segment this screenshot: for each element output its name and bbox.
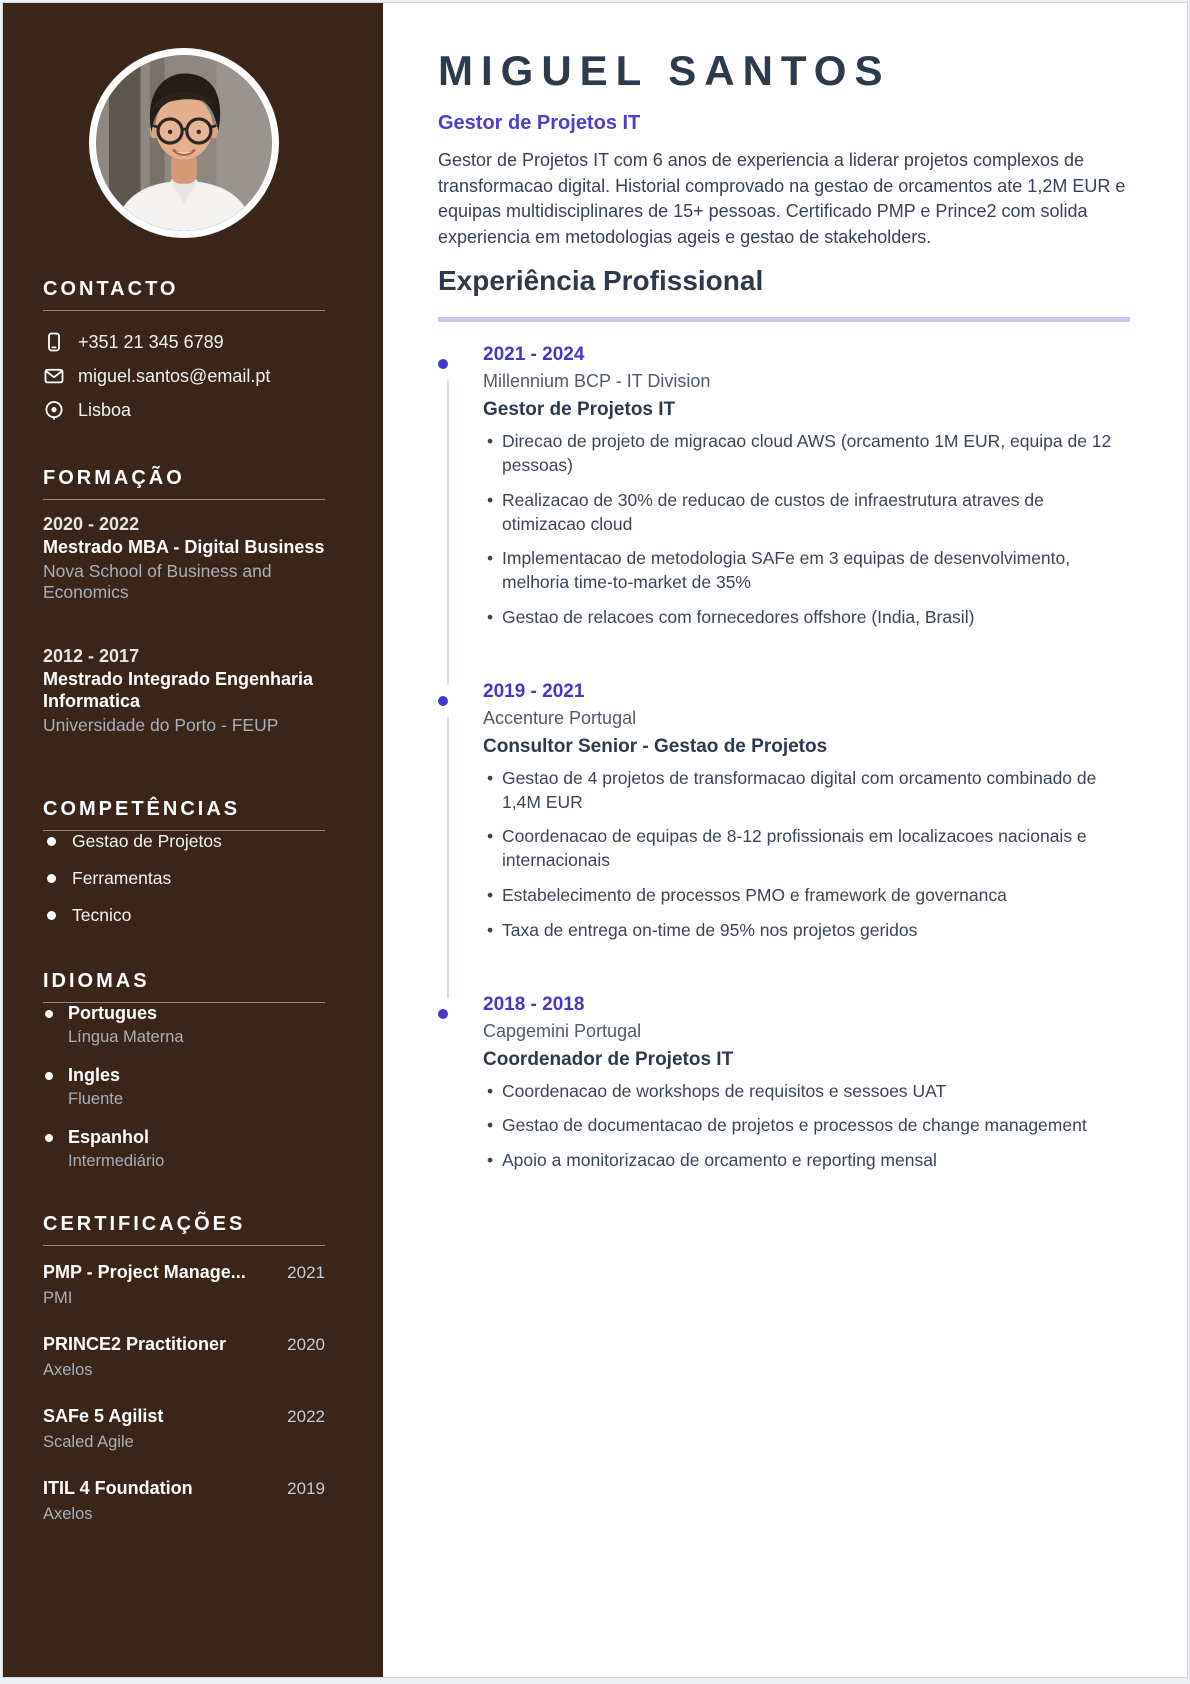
main-content <box>383 3 1187 1677</box>
section-divider <box>43 1245 325 1246</box>
avatar-illustration <box>96 55 272 231</box>
experience-entry <box>438 994 1130 1224</box>
certifications-heading: CERTIFICAÇÕES <box>43 1213 246 1236</box>
certification-item <box>43 1334 325 1380</box>
experience-timeline <box>438 344 1130 1224</box>
language-item <box>43 1127 325 1171</box>
mail-icon <box>43 365 65 387</box>
education-item <box>43 646 325 736</box>
job-bullet: • Coordenacao de equipas de 8-12 profissionais em localizacoes nacionais e internacionais <box>483 825 1130 873</box>
section-divider <box>43 499 325 500</box>
experience-entry <box>438 344 1130 681</box>
job-bullet: • Coordenacao de workshops de requisitos e sessoes UAT <box>483 1080 1130 1104</box>
education-dates: 2012 - 2017 <box>43 646 140 667</box>
certifications-section <box>43 1213 325 1524</box>
language-name: Espanhol <box>68 1127 150 1148</box>
job-role: Gestor de Projetos IT <box>483 399 676 421</box>
skill-item: Tecnico <box>43 905 325 926</box>
timeline-marker-icon <box>438 696 448 706</box>
job-bullet: • Gestao de 4 projetos de transformacao digital com orcamento combinado de 1,4M EUR <box>483 767 1130 815</box>
job-bullet: • Gestao de relacoes com fornecedores offshore (India, Brasil) <box>483 606 1130 630</box>
profile-photo <box>89 48 279 238</box>
certification-name: PRINCE2 Practitioner <box>43 1334 227 1355</box>
job-dates: 2019 - 2021 <box>483 680 585 702</box>
job-company: Millennium BCP - IT Division <box>483 371 711 392</box>
language-level: Fluente <box>68 1090 124 1109</box>
language-level: Intermediário <box>68 1152 165 1171</box>
language-item <box>43 1065 325 1109</box>
job-dates: 2021 - 2024 <box>483 344 585 366</box>
contact-phone-row <box>43 331 325 353</box>
experience-heading: Experiência Profissional <box>438 265 764 297</box>
certification-year: 2022 <box>287 1407 325 1427</box>
job-bullets <box>483 430 1130 630</box>
sidebar <box>3 3 383 1677</box>
education-school: Universidade do Porto - FEUP <box>43 714 279 735</box>
skills-list <box>43 831 325 926</box>
contact-phone: +351 21 345 6789 <box>78 331 224 352</box>
languages-heading: IDIOMAS <box>43 970 150 993</box>
education-item <box>43 514 325 604</box>
job-company: Accenture Portugal <box>483 707 637 728</box>
contact-email: miguel.santos@email.pt <box>78 365 271 386</box>
language-name: Ingles <box>68 1065 121 1086</box>
section-divider <box>43 310 325 311</box>
certification-issuer: Scaled Agile <box>43 1433 134 1452</box>
candidate-job-title: Gestor de Projetos IT <box>438 112 641 135</box>
profile-summary: Gestor de Projetos IT com 6 anos de experiencia a liderar projetos complexos de transformacao digital. Historial comprovado na gestao de orcamentos ate 1,2M EUR e equipas multidisciplinares de 15+ pessoas. Certificado PMP e Prince2 com solida experiencia em metodologias ageis e gestao de stakeholders. <box>438 150 1126 247</box>
education-dates: 2020 - 2022 <box>43 514 140 534</box>
job-bullets <box>483 767 1130 943</box>
education-heading: FORMAÇÃO <box>43 467 185 489</box>
job-bullet: • Realizacao de 30% de reducao de custos de infraestrutura atraves de otimizacao cloud <box>483 489 1130 537</box>
job-role: Consultor Senior - Gestao de Projetos <box>483 735 828 757</box>
language-item <box>43 1003 325 1047</box>
certification-item <box>43 1262 325 1308</box>
phone-icon <box>43 331 65 353</box>
experience-divider <box>438 317 1130 322</box>
certification-name: PMP - Project Manage... <box>43 1262 246 1283</box>
language-name: Portugues <box>68 1003 158 1024</box>
job-bullet: • Implementacao de metodologia SAFe em 3 equipas de desenvolvimento, melhoria time-to-market de 35% <box>483 547 1130 595</box>
skills-heading: COMPETÊNCIAS <box>43 798 241 821</box>
job-bullet: • Taxa de entrega on-time de 95% nos projetos geridos <box>483 919 1130 943</box>
job-bullet: • Apoio a monitorizacao de orcamento e reporting mensal <box>483 1149 1130 1173</box>
skills-section <box>43 798 325 926</box>
skill-item: Gestao de Projetos <box>43 831 325 852</box>
certifications-list <box>43 1262 325 1524</box>
education-list <box>43 514 325 736</box>
contact-location: Lisboa <box>78 399 132 420</box>
education-degree: Mestrado Integrado Engenharia Informatica <box>43 669 314 711</box>
languages-section <box>43 970 325 1171</box>
skill-item: Ferramentas <box>43 868 325 889</box>
certification-name: ITIL 4 Foundation <box>43 1478 193 1499</box>
job-role: Coordenador de Projetos IT <box>483 1048 734 1070</box>
certification-year: 2019 <box>287 1479 325 1499</box>
education-degree: Mestrado MBA - Digital Business <box>43 537 325 557</box>
job-bullet: • Direcao de projeto de migracao cloud AWS (orcamento 1M EUR, equipa de 12 pessoas) <box>483 430 1130 478</box>
language-level: Língua Materna <box>68 1028 184 1047</box>
certification-item <box>43 1478 325 1524</box>
job-dates: 2018 - 2018 <box>483 993 585 1015</box>
location-icon <box>43 399 65 421</box>
contact-heading: CONTACTO <box>43 278 179 300</box>
certification-issuer: Axelos <box>43 1505 93 1524</box>
job-bullets <box>483 1080 1130 1173</box>
candidate-name: MIGUEL SANTOS <box>438 47 891 94</box>
certification-year: 2020 <box>287 1335 325 1355</box>
contact-section <box>43 278 325 421</box>
cv-page <box>2 2 1188 1678</box>
timeline-marker-icon <box>438 359 448 369</box>
education-section <box>43 467 325 736</box>
certification-name: SAFe 5 Agilist <box>43 1406 164 1427</box>
timeline-marker-icon <box>438 1009 448 1019</box>
education-school: Nova School of Business and Economics <box>43 560 272 603</box>
certification-issuer: PMI <box>43 1289 73 1308</box>
job-company: Capgemini Portugal <box>483 1020 642 1041</box>
job-bullet: • Gestao de documentacao de projetos e processos de change management <box>483 1114 1130 1138</box>
contact-email-row <box>43 365 325 387</box>
contact-location-row <box>43 399 325 421</box>
certification-item <box>43 1406 325 1452</box>
languages-list <box>43 1003 325 1171</box>
job-bullet: • Estabelecimento de processos PMO e framework de governanca <box>483 884 1130 908</box>
certification-year: 2021 <box>287 1263 325 1283</box>
experience-entry <box>438 681 1130 994</box>
certification-issuer: Axelos <box>43 1361 93 1380</box>
